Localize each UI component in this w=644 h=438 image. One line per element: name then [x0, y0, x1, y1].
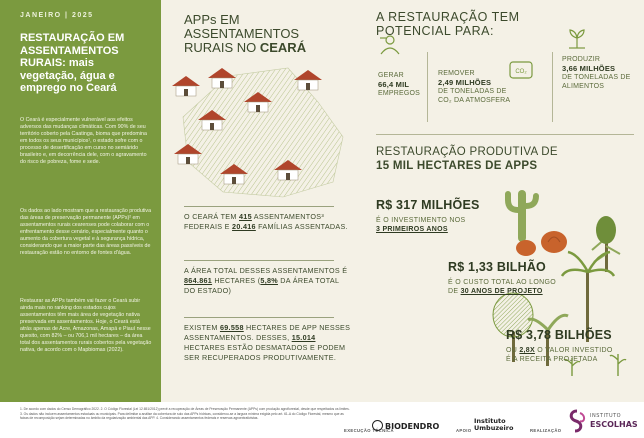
footnotes: 1. De acordo com dados do Censo Demográfico 2022. 2. O Código Florestal (Lei 12.651/2012) prevê a recuperação de Áreas de Preservação Permanente (APPs) com produção agroflorestal, desde que respeitados os limites. 3. Os dados não incluem assentamentos estaduais ou municipais. Para delimitar a análise da cobertura de solo das APPs hídricas, considerou-se a largura mínima exigida pelo art. 61-A do Código Florestal, mesmo que as faixas de recomposição sejam determinadas no âmbito da regularização ambiental das APP. 4. Considerando assentamentos federais e reservas agroextrativistas.: [20, 407, 350, 420]
settlements-fact: O CEARÁ TEM 415 ASSENTAMENTOS³ FEDERAIS E 20.416 FAMÍLIAS ASSENTADAS.: [184, 212, 348, 231]
food-stat: PRODUZIR 3,66 MILHÕES DE TONELADAS DE ALIMENTOS: [562, 56, 631, 90]
apps-title: APPs EM ASSENTAMENTOS RURAIS NO CEARÁ: [184, 12, 307, 55]
total-cost-value: R$ 1,33 BILHÃO: [448, 260, 546, 274]
divider: [184, 206, 334, 207]
escolhas-logo-bottom: ESCOLHAS: [590, 420, 638, 429]
realization-label: REALIZAÇÃO: [530, 428, 562, 433]
divider: [184, 260, 334, 261]
revenue-label: OU 2,8X O VALOR INVESTIDO É A RECEITA PROJETADA: [506, 347, 613, 363]
total-cost-label: É O CUSTO TOTAL AO LONGO DE 30 ANOS DE PROJETO: [448, 279, 556, 295]
restoration-title: RESTAURAÇÃO PRODUTIVA DE 15 MIL HECTARES DE APPS: [376, 146, 558, 172]
escolhas-logo-top: INSTITUTO: [590, 413, 622, 419]
date-label: JANEIRO | 2025: [20, 12, 94, 19]
cactus-icon: [508, 190, 536, 242]
umbuzeiro-logo: Instituto Umbuzeiro: [474, 417, 514, 432]
co2-cloud-icon: [508, 60, 534, 80]
divider: [427, 52, 428, 122]
tree-icon: [592, 216, 620, 272]
settlement-map-illustration: [168, 62, 353, 202]
biodendro-logo: BIODENDRO: [372, 420, 439, 431]
co2-label: CO₂: [515, 69, 527, 75]
worker-icon: [378, 34, 402, 56]
technical-execution-label: EXECUÇÃO TÉCNICA: [344, 428, 394, 433]
co2-stat: REMOVER 2,49 MILHÕES DE TONELADAS DE CO₂ DA ATMOSFERA: [438, 70, 511, 104]
investment-value: R$ 317 MILHÕES: [376, 198, 480, 212]
support-label: APOIO: [456, 428, 472, 433]
area-fact: A ÁREA TOTAL DESSES ASSENTAMENTOS É 864.861 HECTARES (5,8% DA ÁREA TOTAL DO ESTADO): [184, 266, 348, 295]
jobs-stat: GERAR 66,4 MIL EMPREGOS: [378, 72, 421, 97]
investment-label: É O INVESTIMENTO NOS 3 PRIMEIROS ANOS: [376, 217, 466, 233]
ranking-paragraph: Restaurar as APPs também vai fazer o Ceará subir ainda mais no ranking dos estados cujos assentamentos têm mais área de vegetação nativa preservada em assentamentos. Hoje, o Ceará está atrás apenas de Acre, Amazonas, Amapá e Piauí nesse quesito, com 82% – ou 706,1 mil hectares – da área total dos assentamentos rurais cobertos pela vegetação nativa, de acordo com o Mapbiomas (2022).: [20, 298, 152, 353]
escolhas-logo-icon: [566, 409, 588, 433]
sprout-icon: [566, 28, 588, 50]
biodendro-logo-icon: [372, 420, 383, 431]
house-icon: [172, 76, 200, 96]
revenue-value: R$ 3,78 BILHÕES: [506, 328, 612, 342]
divider: [552, 52, 553, 122]
house-icon: [208, 68, 236, 88]
potential-title: A RESTAURAÇÃO TEM POTENCIAL PARA:: [376, 10, 520, 38]
app-fact: EXISTEM 69.558 HECTARES DE APP NESSES ASSENTAMENTOS. DESSES, 15.014 HECTARES ESTÃO DESMATADOS E PODEM SER RECUPERADOS PRODUTIVAMENTE.: [184, 323, 351, 362]
intro-paragraph: O Ceará é especialmente vulnerável aos efeitos adversos das mudanças climáticas. Com 90% de seu território coberto pela Caatinga, bioma que predomina em todos os seus municípios¹, o estado sofre com o processo de desertificação em curso no semiárido brasileiro e, em decorrência dele, com o agravamento do risco de pobreza, fome e sede.: [20, 117, 147, 165]
main-title: RESTAURAÇÃO EM ASSENTAMENTOS RURAIS: mais vegetação, água e emprego no Ceará: [20, 32, 125, 94]
divider: [376, 134, 634, 135]
data-paragraph: Os dados ao lado mostram que a restauração produtiva das áreas de preservação permanente (APPs)² em assentamentos rurais cearenses pode colaborar com o enfrentamento desse cenário, especialmente quanto o aumento da cobertura vegetal e à segurança hídrica, considerando que a maior parte das áreas passíveis de restauração estão no entorno de fontes d'água.: [20, 208, 152, 256]
divider: [184, 317, 334, 318]
house-icon: [294, 70, 322, 90]
